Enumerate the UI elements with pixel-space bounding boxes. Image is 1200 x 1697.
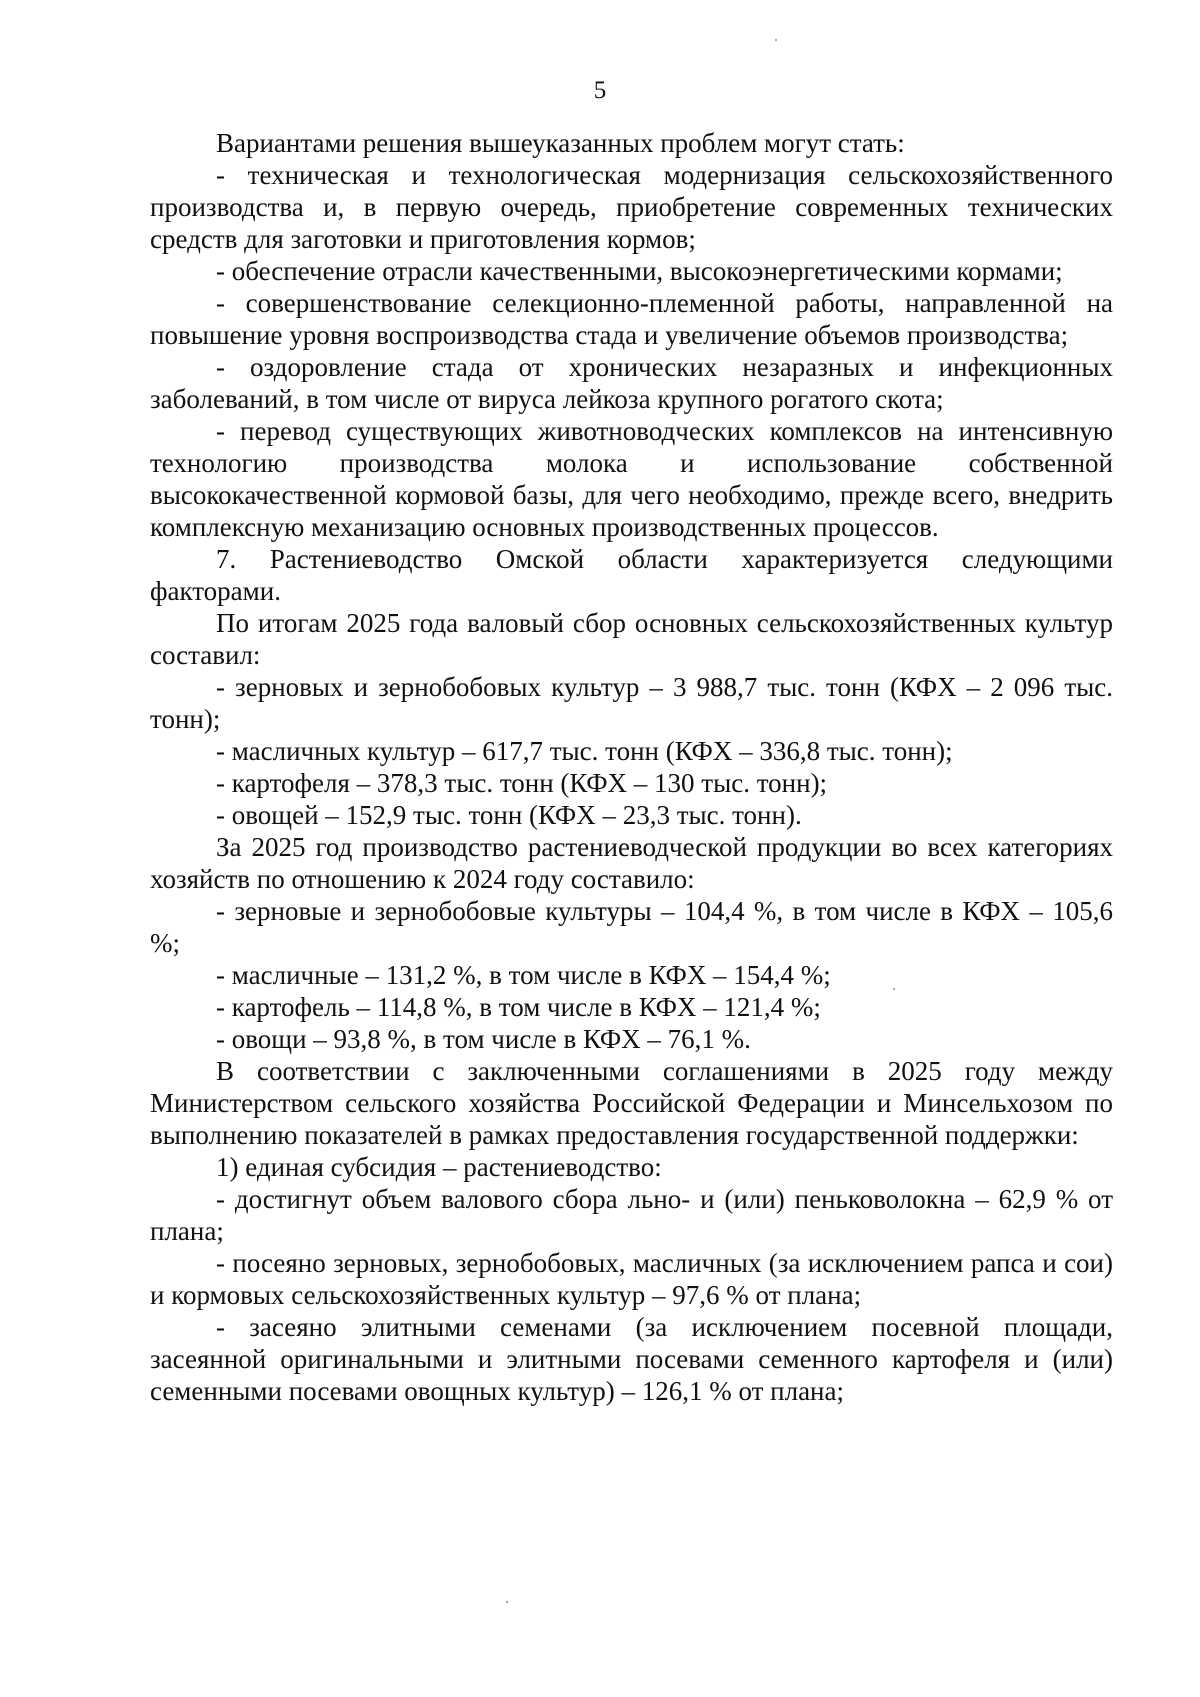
paragraph: - зерновые и зернобобовые культуры – 104,4 %, в том числе в КФХ – 105,6 %; bbox=[150, 896, 1113, 958]
paragraph: За 2025 год производство растениеводческой продукции во всех категориях хозяйств по отношению к 2024 году составило: bbox=[150, 832, 1113, 894]
paragraph: По итогам 2025 года валовый сбор основных сельскохозяйственных культур составил: bbox=[150, 608, 1113, 670]
paragraph: Вариантами решения вышеуказанных проблем могут стать: bbox=[216, 128, 905, 158]
paragraph: - овощи – 93,8 %, в том числе в КФХ – 76,1 %. bbox=[216, 1024, 751, 1054]
scan-speck bbox=[506, 1601, 508, 1603]
paragraph: - засеяно элитными семенами (за исключением посевной площади, засеянной оригинальными и элитными посевами семенного картофеля и (или) семенными посевами овощных культур) – 126,1 % от плана; bbox=[150, 1312, 1113, 1406]
paragraph: - перевод существующих животноводческих комплексов на интенсивную технологию производства молока и использование собственной высококачественной кормовой базы, для чего необходимо, прежде всего, внедрить комплексную механизацию основных производственных процессов. bbox=[150, 416, 1113, 542]
paragraph: - масличных культур – 617,7 тыс. тонн (КФХ – 336,8 тыс. тонн); bbox=[216, 736, 953, 766]
paragraph: - зерновых и зернобобовых культур – 3 988,7 тыс. тонн (КФХ – 2 096 тыс. тонн); bbox=[150, 672, 1113, 734]
paragraph: В соответствии с заключенными соглашениями в 2025 году между Министерством сельского хозяйства Российской Федерации и Минсельхозом по выполнению показателей в рамках предоставления государственной поддержки: bbox=[150, 1056, 1113, 1150]
paragraph: - обеспечение отрасли качественными, высокоэнергетическими кормами; bbox=[216, 256, 1063, 286]
paragraph: - овощей – 152,9 тыс. тонн (КФХ – 23,3 тыс. тонн). bbox=[216, 800, 802, 830]
paragraph: - масличные – 131,2 %, в том числе в КФХ – 154,4 %; bbox=[216, 960, 831, 990]
page-number: 5 bbox=[593, 77, 607, 104]
paragraph: 7. Растениеводство Омской области характеризуется следующими факторами. bbox=[150, 544, 1113, 606]
paragraph: - совершенствование селекционно-племенной работы, направленной на повышение уровня воспроизводства стада и увеличение объемов производства; bbox=[150, 288, 1113, 350]
document-body bbox=[150, 127, 1113, 1407]
paragraph: - посеяно зерновых, зернобобовых, масличных (за исключением рапса и сои) и кормовых сельскохозяйственных культур – 97,6 % от плана; bbox=[150, 1248, 1113, 1310]
paragraph: - оздоровление стада от хронических незаразных и инфекционных заболеваний, в том числе от вируса лейкоза крупного рогатого скота; bbox=[150, 352, 1113, 414]
scan-speck bbox=[775, 39, 777, 41]
paragraph: - достигнут объем валового сбора льно- и (или) пеньковолокна – 62,9 % от плана; bbox=[150, 1184, 1113, 1246]
paragraph: 1) единая субсидия – растениеводство: bbox=[216, 1152, 662, 1182]
paragraph: - картофель – 114,8 %, в том числе в КФХ – 121,4 %; bbox=[216, 992, 821, 1022]
paragraph: - картофеля – 378,3 тыс. тонн (КФХ – 130 тыс. тонн); bbox=[216, 768, 828, 798]
paragraph: - техническая и технологическая модернизация сельскохозяйственного производства и, в первую очередь, приобретение современных технических средств для заготовки и приготовления кормов; bbox=[150, 160, 1113, 254]
